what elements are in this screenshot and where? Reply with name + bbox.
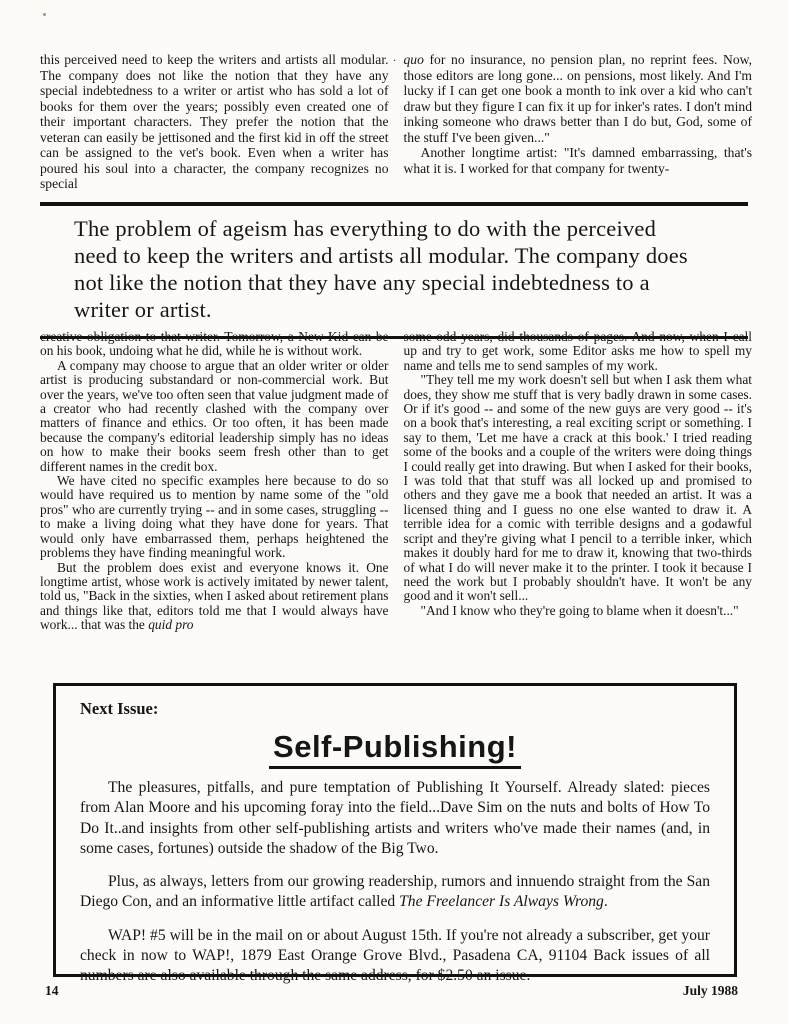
next-issue-paragraph [80,872,710,913]
next-issue-box [53,683,737,985]
body-paragraph: "They tell me my work doesn't sell but when I ask them what does, they show me stuff that is very badly drawn in some cases. Or if it's good -- and some of the new guys are very good -- it's on a book that's interesting, a real exciting script or something. I say to them, 'Let me have a crack at this book.' I tried reading some of the books and a couple of the writers were doing things I could really get into drawing. But when I asked for their books, I was told that that stuff was all locked up and promised to others and they gave me a book that needed an artist. It was a licensed thing and I guess no one else wanted to draw it. A terrible idea for a comic with terrible designs and a godawful script and they're giving what I pencil to a terrible inker, which makes it doubly hard for me to draw it, knowing that two-thirds of what I do will never make it to the printer. I took it because I need the work but I probably shouldn't have. It won't be any good and it won't sell... [403,372,752,604]
paragraph-text: . [603,893,608,911]
paragraph-text: Plus, as always, letters from our growing readership, rumors and innuendo straight from the San Diego Con, and an informative little artifact called [80,873,710,911]
article-mid-columns [40,330,752,633]
top-right-column [392,52,753,192]
body-paragraph: "And I know who they're going to blame when it doesn't..." [420,602,739,618]
italic-word: quo [403,52,424,67]
body-paragraph [40,561,389,633]
next-issue-paragraph: WAP! #5 will be in the mail on or about August 15th. If you're not already a subscriber, get your check in now to WAP!, 1879 East Orange Grove Blvd., Pasadena CA, 91104 Back issues of all numbers are also available through the same address, for $2.50 an issue. [80,926,710,985]
body-paragraph: this perceived need to keep the writers and artists all modular. The company does not like the notion that they have any special indebtedness to a writer or artist who has sold a lot of books for them over the years; possibly even created one of their important characters. They prefer the notion that the veteran can easily be jettisoned and the first kid in off the street can be assigned to the vet's book. Even when a writer has poured his soul into a character, the company recognizes no special [40,52,389,191]
gutter-mark: · [392,53,397,67]
top-left-column [40,52,389,192]
mid-left-column [40,330,389,633]
scan-speck [43,13,46,16]
paragraph-text: for no insurance, no pension plan, no reprint fees. Now, those editors are long gone... on pensions, most likely. And I'm lucky if I can get one book a month to ink over a kid who can't draw but they figure I can fix it up for inker's rates. I don't mind inking someone who draws better than I do but, God, some of the stuff I've been given..." [403,52,752,145]
issue-date: July 1988 [682,983,738,998]
body-paragraph: A company may choose to argue that an older writer or older artist is producing substandard or non-commercial work. But over the years, we've too often seen that value judgment made of a creator who had recently clashed with the company over matters of finance and ethics. Or too often, it has been made because the company's editorial leadership simply has no ideas on how to make their books seem fresh other than to get different names in the credit box. [40,357,389,474]
article-top-columns [40,52,752,192]
body-paragraph: Another longtime artist: "It's damned embarrassing, that's what it is. I worked for that company for twenty- [403,145,752,176]
next-issue-headline: Self-Publishing! [269,729,521,769]
paragraph-text: But the problem does exist and everyone knows it. One longtime artist, whose work is actively imitated by newer talent, told us, "Back in the sixties, when I asked about retirement plans and things like that, editors told me that I would always have work... that was the [40,559,389,633]
pull-quote: The problem of ageism has everything to do with the perceived need to keep the writers and artists all modular. The company does not like the notion that they have any special indebtedness to a writer or artist. [74,216,688,322]
pull-quote-section [40,202,748,339]
headline-wrap [80,729,710,765]
body-paragraph: some-odd years, did thousands of pages. And now, when I call up and try to get work, some Editor asks me how to spell my name and tells me to send samples of my work. [403,329,752,373]
next-issue-label: Next Issue: [80,699,159,718]
body-paragraph: creative obligation to that writer. Tomorrow, a New Kid can be on his book, undoing what he did, while he is without work. [40,329,389,359]
body-paragraph [392,52,753,145]
body-paragraph: We have cited no specific examples here because to do so would have required us to mention by name some of the "old pros" who are currently trying -- and in some cases, struggling -- to make a living doing what they have done for years. That would only have embarrassed them, perhaps heightened the problems they have finding meaningful work. [40,473,389,561]
mid-right-column [404,330,753,633]
italic-title: The Freelancer Is Always Wrong [399,893,604,911]
page-footer [45,983,738,999]
next-issue-paragraph: The pleasures, pitfalls, and pure temptation of Publishing It Yourself. Already slated: pieces from Alan Moore and his upcoming foray into the field...Dave Sim on the nuts and bolts of How To Do It..and insights from other self-publishing artists and writers who've made their names (and, in some cases, fortunes) outside the shadow of the Big Two. [80,779,710,857]
italic-phrase: quid pro [148,617,194,633]
page-number: 14 [45,983,59,998]
